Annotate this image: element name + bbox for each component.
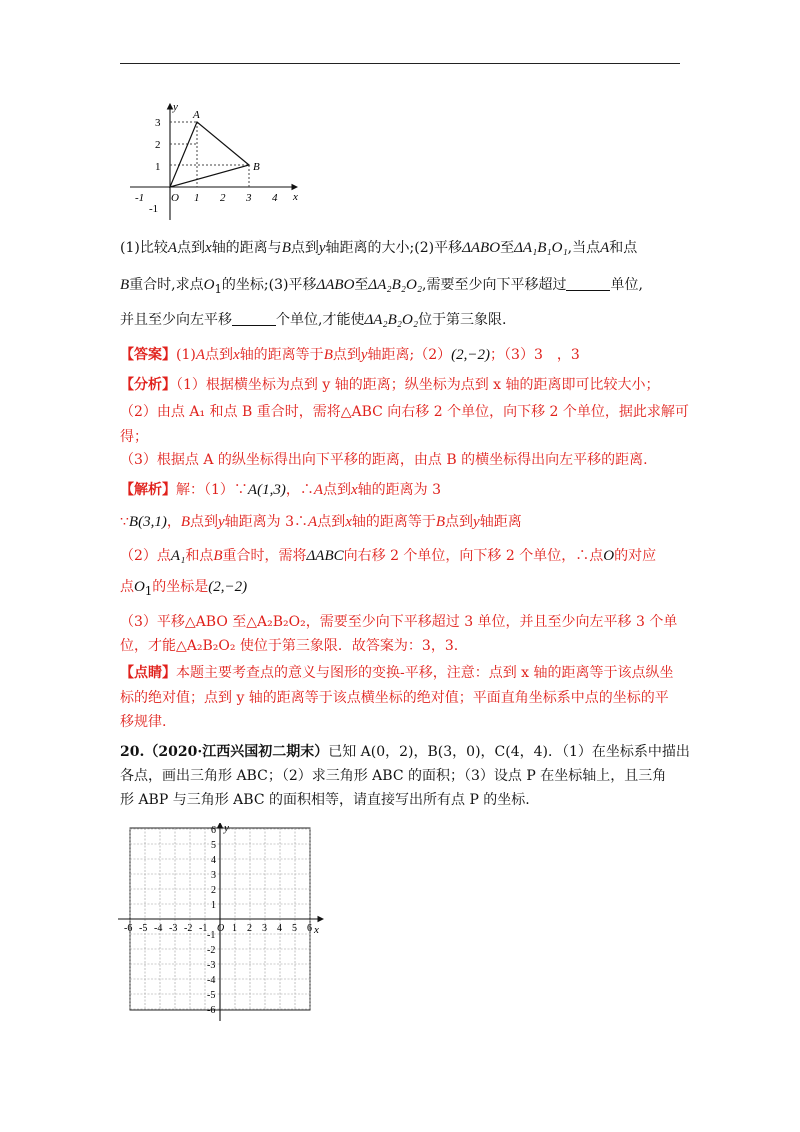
grid-x-tick-label: 2 (247, 923, 252, 934)
grid-y-tick-label: 5 (211, 840, 216, 851)
grid-x-tick-label: 1 (232, 923, 237, 934)
grid-y-tick-label: 2 (211, 885, 216, 896)
figure-triangle-abo (125, 100, 305, 225)
q20-line-1: 20.（2020·江西兴国初二期末）已知 A(0，2)，B(3，0)，C(4，4)．（1）在坐标系中描出 (120, 744, 690, 760)
grid-y-ticks (207, 825, 216, 1016)
grid-y-axis-label: y (224, 823, 229, 834)
grid-x-tick-label: -2 (184, 923, 193, 934)
x-tick: 4 (272, 192, 278, 204)
x-tick: 2 (220, 192, 226, 204)
grid-x-tick-label: 4 (277, 923, 282, 934)
solution-line-4: 点$O_1$的坐标是(2,−2) (120, 579, 248, 598)
grid-y-tick-label: -6 (207, 1005, 216, 1016)
solution-line-3: （2）点A₁和点B重合时，需将ΔABC向右移 2 个单位，向下移 2 个单位，∴点O的对应 (120, 548, 657, 564)
grid-x-axis-label: x (314, 924, 319, 936)
grid-y-tick-label: 1 (211, 900, 216, 911)
grid-x-tick-label: O (217, 923, 225, 934)
grid-x-tick-label: -5 (139, 923, 148, 934)
grid-y-tick-label: -4 (207, 975, 216, 986)
grid-x-tick-label: 3 (262, 923, 267, 934)
y-tick: 1 (155, 161, 161, 173)
grid-y-tick-label: 6 (211, 825, 216, 836)
x-tick: -1 (135, 192, 145, 204)
y-tick: 2 (155, 139, 161, 151)
grid-x-tick-label: -1 (199, 923, 208, 934)
x-tick: 1 (194, 192, 200, 204)
question-line-1: (1)比较A点到x轴的距离与B点到y轴距离的大小;(2)平移ΔABO至ΔA₁B₁O₁,当点A和点 (120, 240, 638, 256)
y-tick: 3 (155, 117, 161, 129)
grid-x-tick-label: -6 (124, 923, 133, 934)
triangle-abo (170, 122, 249, 187)
question-line-2: B重合时,求点$O_1$的坐标;(3)平移ΔABO至ΔA₂B₂O₂,需要至少向下平移超过 单位, (120, 277, 643, 296)
grid-x-tick-label: 5 (292, 923, 297, 934)
point-b-label: B (253, 161, 260, 173)
analysis-line-3: 得； (120, 429, 148, 445)
answer-blank-2[interactable] (232, 311, 276, 326)
comment-line-3: 移规律. (120, 714, 167, 730)
solution-line-6: 位，才能△A₂B₂O₂ 使位于第三象限．故答案为：3，3. (120, 638, 459, 654)
grid-y-tick-label: -1 (207, 930, 216, 941)
grid-y-tick-label: 4 (211, 855, 216, 866)
grid-x-tick-label: -4 (154, 923, 163, 934)
grid-y-tick-label: -2 (207, 945, 216, 956)
answer-blank-1[interactable] (566, 276, 610, 291)
q20-line-2: 各点，画出三角形 ABC；（2）求三角形 ABC 的面积；（3）设点 P 在坐标轴上，且三角 (120, 768, 667, 784)
solution-line-5: （3）平移△ABO 至△A₂B₂O₂，需要至少向下平移超过 3 单位，并且至少向左平移 3 个单 (120, 614, 678, 630)
analysis-line-4: （3）根据点 A 的纵坐标得出向下平移的距离，由点 B 的横坐标得出向左平移的距离. (120, 452, 648, 468)
comment-line-2: 标的绝对值；点到 y 轴的距离等于该点横坐标的绝对值；平面直角坐标系中点的坐标的平 (120, 690, 669, 706)
grid-y-tick-label: 3 (211, 870, 216, 881)
header-rule (120, 63, 680, 64)
grid-x-tick-label: 6 (307, 923, 312, 934)
grid-x-ticks (124, 923, 312, 934)
x-tick: 3 (246, 192, 252, 204)
comment-line-1: 【点睛】本题主要考查点的意义与图形的变换-平移，注意：点到 x 轴的距离等于该点纵坐 (120, 665, 674, 681)
x-axis-label: x (293, 191, 298, 203)
y-tick: -1 (149, 203, 159, 215)
x-tick: O (171, 192, 179, 204)
grid-y-tick-label: -5 (207, 990, 216, 1001)
y-axis-label: y (173, 101, 178, 113)
solution-line-1: 【解析】解：（1）∵A(1,3)，∴A点到x轴的距离为 3 (120, 482, 442, 498)
answer-line: 【答案】(1)A点到x轴的距离等于B点到y轴距离;（2）(2,−2)；（3）3 ，3 (120, 347, 580, 363)
point-a-label: A (193, 109, 200, 121)
grid-y-tick-label: -3 (207, 960, 216, 971)
question-line-3: 并且至少向左平移 个单位,才能使ΔA₂B₂O₂位于第三象限. (120, 312, 507, 328)
x-tick-labels (135, 191, 298, 204)
coordinate-grid (118, 823, 330, 1038)
analysis-line-2: （2）由点 A₁ 和点 B 重合时，需将△ABC 向右移 2 个单位，向下移 2 个单位，据此求解可 (120, 404, 689, 420)
solution-line-2: ∵B(3,1)，B点到y轴距离为 3∴A点到x轴的距离等于B点到y轴距离 (120, 514, 522, 530)
analysis-line-1: 【分析】（1）根据横坐标为点到 y 轴的距离；纵坐标为点到 x 轴的距离即可比较大小； (120, 377, 660, 393)
grid-x-tick-label: -3 (169, 923, 178, 934)
q20-line-3: 形 ABP 与三角形 ABC 的面积相等，请直接写出所有点 P 的坐标. (120, 792, 530, 808)
